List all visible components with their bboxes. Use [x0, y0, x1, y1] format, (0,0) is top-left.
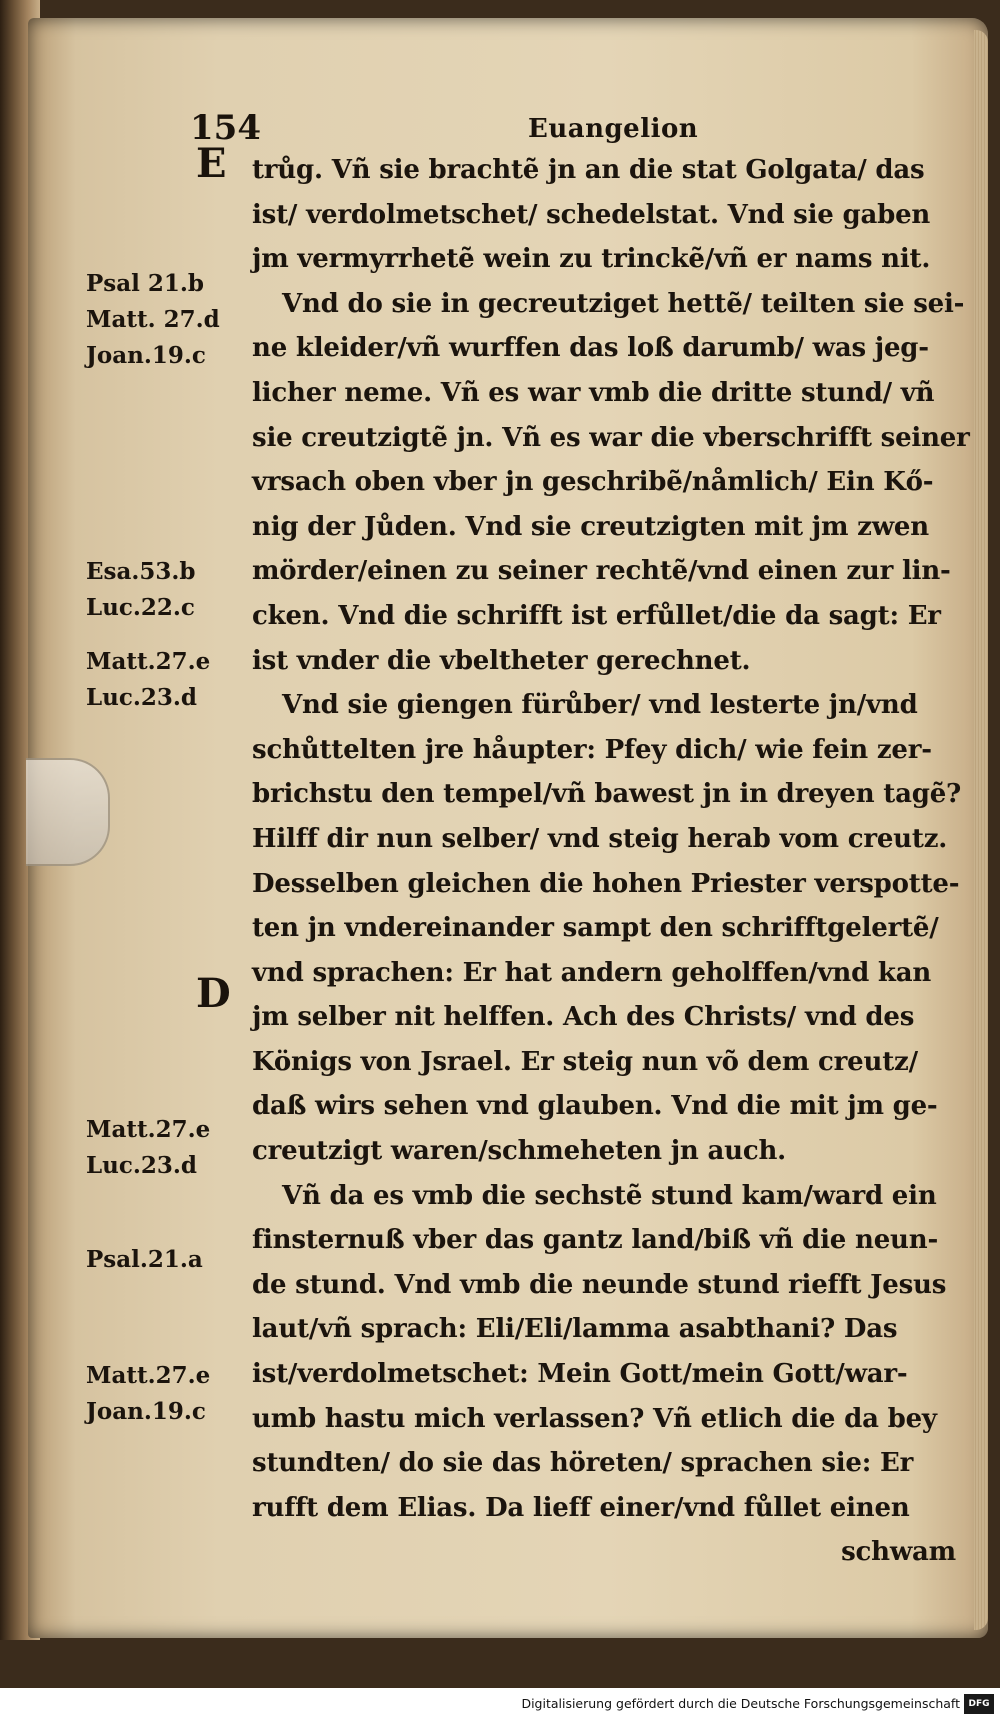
digitization-footer — [0, 1688, 1000, 1723]
text-line: Hilff dir nun selber/ vnd steig herab vom creutz. — [252, 823, 948, 854]
text-line: jm selber nit helffen. Ach des Christs/ vnd des — [252, 1002, 915, 1033]
margin-reference: Luc.23.d — [86, 684, 198, 711]
margin-reference: Matt.27.e — [86, 1362, 211, 1389]
page-number: 154 — [190, 108, 261, 148]
section-initial-d: D — [196, 970, 231, 1017]
margin-reference: Joan.19.c — [86, 342, 206, 369]
text-line: laut/vñ sprach: Eli/Eli/lamma asabthani? Das — [252, 1314, 898, 1345]
text-line: umb hastu mich verlassen? Vñ etlich die da bey — [252, 1403, 937, 1434]
text-line: Desselben gleichen die hohen Priester verspotte- — [252, 868, 960, 899]
page-stack-edge — [974, 30, 988, 1630]
margin-reference: Luc.22.c — [86, 594, 195, 621]
text-line: mörder/einen zu seiner rechtẽ/vnd einen zur lin- — [252, 556, 951, 587]
page-clip — [26, 758, 110, 866]
text-line: daß wirs sehen vnd glauben. Vnd die mit jm ge- — [252, 1091, 938, 1122]
text-line: Königs von Jsrael. Er steig nun võ dem creutz/ — [252, 1046, 918, 1077]
text-line: Vnd do sie in gecreutziget hettẽ/ teilten sie sei- — [282, 288, 965, 319]
catchword: schwam — [841, 1537, 956, 1568]
text-line: licher neme. Vñ es war vmb die dritte stund/ vñ — [252, 377, 935, 408]
text-line: ne kleider/vñ wurffen das loß darumb/ was jeg- — [252, 333, 929, 364]
text-line: schůttelten jre håupter: Pfey dich/ wie fein zer- — [252, 734, 932, 765]
text-line: ist vnder die vbeltheter gerechnet. — [252, 645, 751, 676]
text-line: jm vermyrrhetẽ wein zu trinckẽ/vñ er nams nit. — [252, 244, 931, 275]
text-line: ten jn vndereinander sampt den schrifftgelertẽ/ — [252, 913, 939, 944]
text-line: finsternuß vber das gantz land/biß vñ die neun- — [252, 1225, 939, 1256]
text-line: de stund. Vnd vmb die neunde stund riefft Jesus — [252, 1269, 947, 1300]
text-line: brichstu den tempel/vñ bawest jn in dreyen tagẽ? — [252, 779, 962, 810]
margin-reference: Luc.23.d — [86, 1152, 198, 1179]
margin-reference: Psal.21.a — [86, 1246, 203, 1273]
section-initial-e: E — [196, 140, 227, 187]
page-header — [0, 108, 1000, 148]
margin-reference: Matt.27.e — [86, 648, 211, 675]
text-line: creutzigt waren/schmeheten jn auch. — [252, 1136, 787, 1167]
running-title: Euangelion — [528, 114, 699, 144]
text-line: vrsach oben vber jn geschribẽ/nåmlich/ Ein Kő- — [252, 467, 934, 498]
text-line: Vnd sie giengen fürůber/ vnd lesterte jn/vnd — [282, 690, 918, 721]
text-line: Vñ da es vmb die sechstẽ stund kam/ward ein — [282, 1180, 937, 1211]
text-line: trůg. Vñ sie brachtẽ jn an die stat Golgata/ das — [252, 155, 925, 185]
text-line: stundten/ do sie das höreten/ sprachen sie: Er — [252, 1448, 914, 1479]
text-line: ist/verdolmetschet: Mein Gott/mein Gott/war- — [252, 1359, 908, 1390]
margin-reference: Matt.27.e — [86, 1116, 211, 1143]
text-line: cken. Vnd die schrifft ist erfůllet/die da sagt: Er — [252, 600, 941, 631]
margin-reference: Joan.19.c — [86, 1398, 206, 1425]
text-line: nig der Jůden. Vnd sie creutzigten mit jm zwen — [252, 511, 929, 542]
dfg-logo-icon: DFG — [964, 1694, 994, 1714]
margin-reference: Esa.53.b — [86, 558, 196, 585]
text-line: vnd sprachen: Er hat andern geholffen/vnd kan — [252, 957, 932, 988]
text-line: sie creutzigtẽ jn. Vñ es war die vberschrifft seiner — [252, 422, 970, 453]
text-line: ist/ verdolmetschet/ schedelstat. Vnd sie gaben — [252, 199, 931, 230]
main-text-block — [252, 148, 970, 1575]
footer-credit: Digitalisierung gefördert durch die Deutsche Forschungsgemeinschaft — [521, 1696, 960, 1711]
text-line: rufft dem Elias. Da lieff einer/vnd fůllet einen — [252, 1492, 910, 1523]
margin-reference: Matt. 27.d — [86, 306, 220, 333]
margin-reference: Psal 21.b — [86, 270, 204, 297]
